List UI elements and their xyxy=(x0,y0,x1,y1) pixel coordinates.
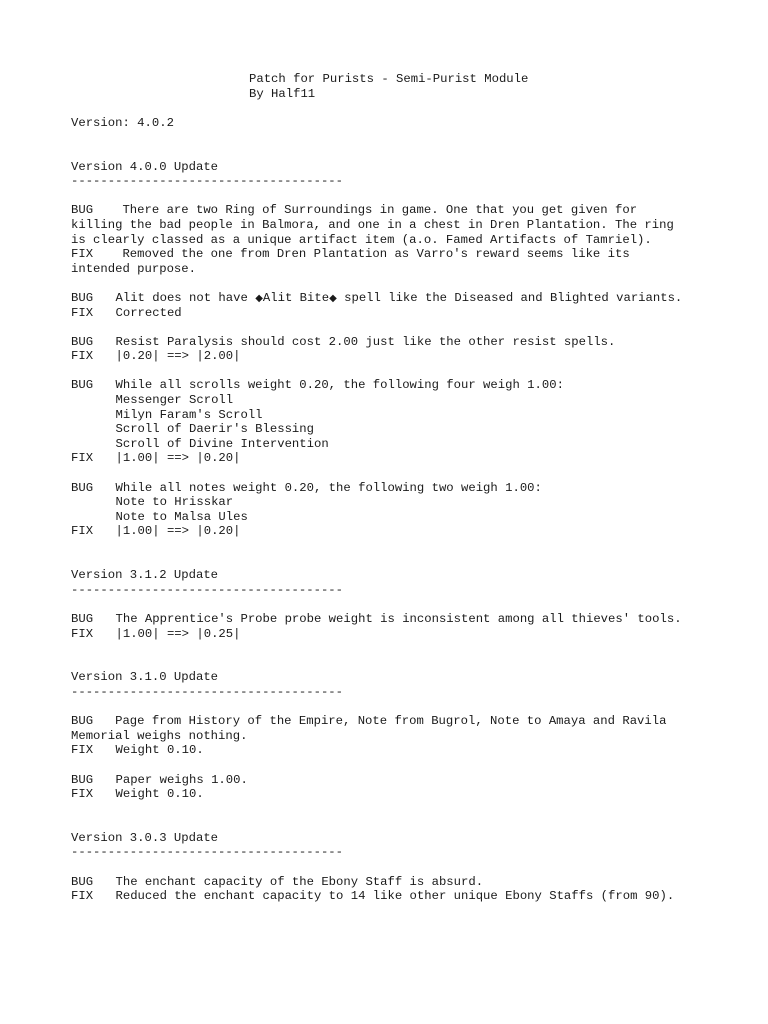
bug-line xyxy=(71,378,731,393)
bug-text: Paper weighs 1.00. xyxy=(115,772,248,787)
entry-text: killing the bad people in Balmora, and one in a chest in Dren Plantation. The ring xyxy=(71,217,674,232)
document-title: Patch for Purists - Semi-Purist Module xyxy=(249,72,529,86)
section-heading-v310: Version 3.1.0 Update xyxy=(71,670,219,685)
fix-line xyxy=(71,889,731,904)
diamond-glyph-icon: ◆ xyxy=(255,292,263,304)
fix-text: |1.00| ==> |0.20| xyxy=(115,524,241,539)
fix-line xyxy=(71,743,731,758)
fix-line xyxy=(71,627,731,642)
bug-text: While all notes weight 0.20, the following two weigh 1.00: xyxy=(115,480,542,495)
list-item: Scroll of Daerir's Blessing xyxy=(115,422,314,437)
bug-text: The Apprentice's Probe probe weight is inconsistent among all thieves' tools. xyxy=(115,611,682,626)
fix-line xyxy=(71,306,731,321)
fix-tag: FIX xyxy=(71,787,94,802)
bug-text: The enchant capacity of the Ebony Staff is absurd. xyxy=(115,874,484,889)
bug-line xyxy=(71,481,731,496)
fix-line xyxy=(71,524,731,539)
entry-text: is clearly classed as a unique artifact item (a.o. Famed Artifacts of Tamriel). xyxy=(71,232,652,247)
bug-line xyxy=(71,875,731,890)
bug-text: Alit does not have ◆Alit Bite◆ spell like the Diseased and Blighted variants. xyxy=(115,290,683,305)
fix-tag: FIX xyxy=(71,305,94,320)
bug-tag: BUG xyxy=(71,611,94,626)
section-divider: ------------------------------------- xyxy=(71,684,343,699)
fix-text: |0.20| ==> |2.00| xyxy=(115,349,241,364)
fix-tag: FIX xyxy=(71,524,94,539)
section-heading-v312: Version 3.1.2 Update xyxy=(71,568,219,583)
fix-tag: FIX xyxy=(71,743,94,758)
entry-text: FIX Removed the one from Dren Plantation as Varro's reward seems like its xyxy=(71,247,630,262)
bug-tag: BUG xyxy=(71,334,94,349)
bug-text: While all scrolls weight 0.20, the following four weigh 1.00: xyxy=(115,378,564,393)
fix-tag: FIX xyxy=(71,626,94,641)
list-item: Note to Hrisskar xyxy=(115,495,234,510)
fix-text: |1.00| ==> |0.20| xyxy=(115,451,241,466)
bug-text: Resist Paralysis should cost 2.00 just like the other resist spells. xyxy=(115,334,616,349)
diamond-glyph-icon: ◆ xyxy=(329,292,337,304)
patch-notes-document xyxy=(71,72,731,904)
document-author: By Half11 xyxy=(249,86,316,101)
list-item: Scroll of Divine Intervention xyxy=(115,436,329,451)
fix-text: Weight 0.10. xyxy=(115,743,204,758)
fix-text: Corrected xyxy=(115,305,182,320)
entry-text: intended purpose. xyxy=(71,261,196,276)
list-item: Milyn Faram's Scroll xyxy=(115,407,263,422)
bug-tag: BUG xyxy=(71,378,94,393)
entry-text: BUG Page from History of the Empire, Note from Bugrol, Note to Amaya and Ravila xyxy=(71,714,667,729)
bug-tag: BUG xyxy=(71,290,94,305)
fix-text: Weight 0.10. xyxy=(115,787,204,802)
fix-text: |1.00| ==> |0.25| xyxy=(115,626,241,641)
entry-text: BUG There are two Ring of Surroundings in game. One that you get given for xyxy=(71,203,638,218)
version-number: Version: 4.0.2 xyxy=(71,115,174,130)
list-item: Messenger Scroll xyxy=(115,393,234,408)
bug-tag: BUG xyxy=(71,772,94,787)
section-divider: ------------------------------------- xyxy=(71,845,343,860)
entry-text: Memorial weighs nothing. xyxy=(71,728,248,743)
bug-tag: BUG xyxy=(71,480,94,495)
fix-line xyxy=(71,451,731,466)
section-heading-v400: Version 4.0.0 Update xyxy=(71,159,219,174)
section-heading-v303: Version 3.0.3 Update xyxy=(71,830,219,845)
fix-text: Reduced the enchant capacity to 14 like other unique Ebony Staffs (from 90). xyxy=(115,889,675,904)
bug-line xyxy=(71,612,731,627)
bug-line xyxy=(71,773,731,788)
section-divider: ------------------------------------- xyxy=(71,174,343,189)
bug-line xyxy=(71,335,731,350)
fix-tag: FIX xyxy=(71,889,94,904)
list-item: Note to Malsa Ules xyxy=(115,509,248,524)
bug-tag: BUG xyxy=(71,874,94,889)
bug-line xyxy=(71,291,731,306)
fix-line xyxy=(71,349,731,364)
fix-tag: FIX xyxy=(71,349,94,364)
fix-tag: FIX xyxy=(71,451,94,466)
fix-line xyxy=(71,787,731,802)
section-divider: ------------------------------------- xyxy=(71,582,343,597)
